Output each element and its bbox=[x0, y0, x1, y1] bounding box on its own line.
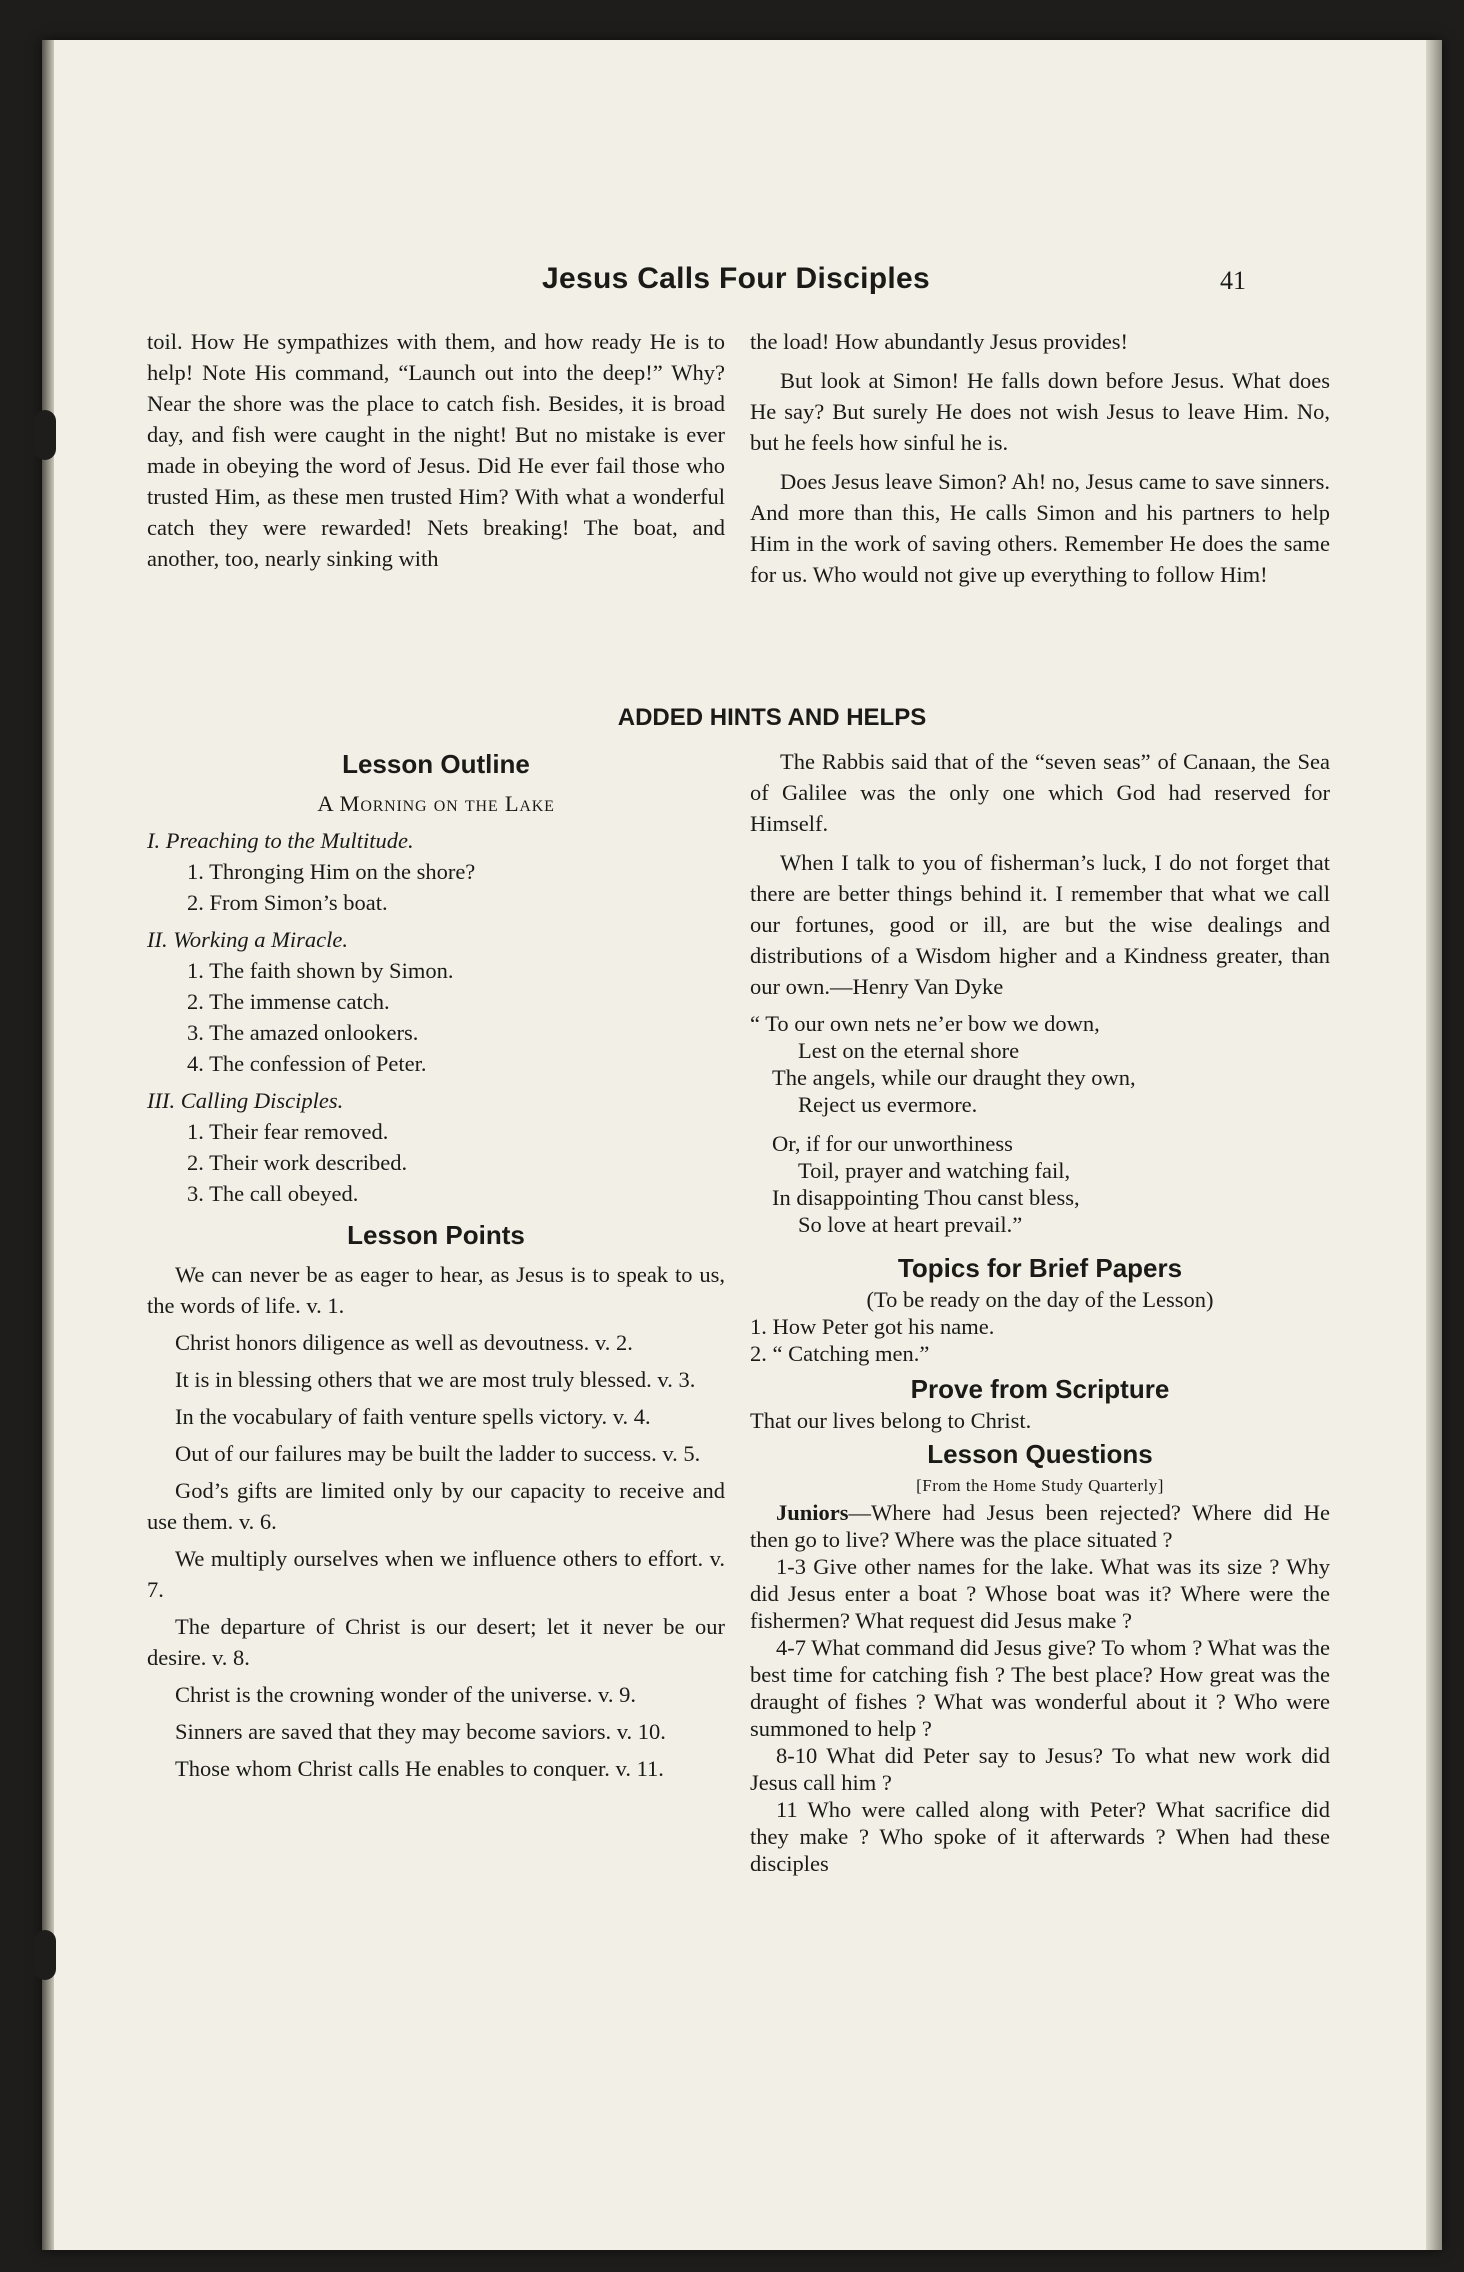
question-paragraph: 4-7 What command did Jesus give? To whom ? What was the best time for catching fish ? The best place? How great was the draught of fishes ? What was wonderful about it ? Who were summoned to help ? bbox=[750, 1635, 1330, 1741]
book-page bbox=[42, 40, 1442, 2250]
poem-line: So love at heart prevail.” bbox=[798, 1212, 1023, 1237]
outline-item: 2. The immense catch. bbox=[187, 989, 390, 1014]
top-left-column bbox=[147, 326, 725, 574]
lesson-point: We can never be as eager to hear, as Jesus is to speak to us, the words of life. v. 1. bbox=[147, 1262, 725, 1318]
lesson-point: Christ is the crowning wonder of the universe. v. 9. bbox=[175, 1682, 636, 1707]
lesson-point: In the vocabulary of faith venture spells victory. v. 4. bbox=[175, 1404, 651, 1429]
lesson-point: The departure of Christ is our desert; let it never be our desire. v. 8. bbox=[147, 1614, 725, 1670]
topic-item: 1. How Peter got his name. bbox=[750, 1314, 995, 1339]
lesson-point: God’s gifts are limited only by our capacity to receive and use them. v. 6. bbox=[147, 1478, 725, 1534]
poem-line: The angels, while our draught they own, bbox=[772, 1065, 1136, 1090]
poem bbox=[750, 1010, 1330, 1238]
outline-and-points-column bbox=[147, 746, 725, 1784]
quote-paragraph: The Rabbis said that of the “seven seas” of Canaan, the Sea of Galilee was the only one which God had reserved for Himself. bbox=[750, 749, 1330, 836]
juniors-label: Juniors bbox=[776, 1500, 849, 1525]
running-title: Jesus Calls Four Disciples bbox=[542, 262, 930, 295]
section-title: ADDED HINTS AND HELPS bbox=[617, 704, 927, 731]
prove-heading: Prove from Scripture bbox=[910, 1374, 1170, 1404]
question-paragraph: 11 Who were called along with Peter? What sacrifice did they make ? Who spoke of it afterwards ? When had these disciples bbox=[750, 1797, 1330, 1876]
page-content bbox=[42, 40, 1442, 2250]
outline-item: 1. Their fear removed. bbox=[187, 1119, 389, 1144]
outline-item: 2. From Simon’s boat. bbox=[187, 890, 388, 915]
helps-column bbox=[750, 746, 1330, 1877]
top-right-column bbox=[750, 326, 1330, 590]
poem-line: “ To our own nets ne’er bow we down, bbox=[750, 1011, 1100, 1036]
outline-section-title: II. Working a Miracle. bbox=[147, 927, 349, 952]
lesson-point: Sinners are saved that they may become saviors. v. 10. bbox=[175, 1719, 666, 1744]
poem-stanza bbox=[750, 1010, 1330, 1118]
juniors-text: —Where had Jesus been rejected? Where did He then go to live? Where was the place situated ? bbox=[750, 1500, 1330, 1552]
question-paragraph: 1-3 Give other names for the lake. What was its size ? Why did Jesus enter a boat ? Whose boat was it? Where were the fishermen? What request did Jesus make ? bbox=[750, 1554, 1330, 1633]
question-paragraph: 8-10 What did Peter say to Jesus? To what new work did Jesus call him ? bbox=[750, 1743, 1330, 1795]
outline-item: 1. Thronging Him on the shore? bbox=[187, 859, 476, 884]
lesson-point: It is in blessing others that we are most truly blessed. v. 3. bbox=[175, 1367, 696, 1392]
topic-item: 2. “ Catching men.” bbox=[750, 1341, 930, 1366]
outline-item: 4. The confession of Peter. bbox=[187, 1051, 427, 1076]
outline-item: 3. The call obeyed. bbox=[187, 1181, 359, 1206]
outline-section-title: I. Preaching to the Multitude. bbox=[147, 828, 414, 853]
questions-heading: Lesson Questions bbox=[927, 1439, 1153, 1469]
poem-line: In disappointing Thou canst bless, bbox=[772, 1185, 1080, 1210]
lesson-point: Those whom Christ calls He enables to conquer. v. 11. bbox=[175, 1756, 664, 1781]
paragraph: the load! How abundantly Jesus provides! bbox=[750, 329, 1129, 354]
points-heading: Lesson Points bbox=[347, 1220, 525, 1250]
poem-line: Toil, prayer and watching fail, bbox=[798, 1158, 1071, 1183]
page-number: 41 bbox=[1220, 266, 1246, 295]
outline-section-title: III. Calling Disciples. bbox=[147, 1088, 344, 1113]
outline-item: 2. Their work described. bbox=[187, 1150, 408, 1175]
topics-note: (To be ready on the day of the Lesson) bbox=[866, 1287, 1214, 1312]
poem-stanza bbox=[750, 1130, 1330, 1238]
poem-line: Or, if for our unworthiness bbox=[772, 1131, 1013, 1156]
prove-text: That our lives belong to Christ. bbox=[750, 1408, 1032, 1433]
outline-item: 1. The faith shown by Simon. bbox=[187, 958, 454, 983]
outline-heading: Lesson Outline bbox=[342, 749, 530, 779]
lesson-point: We multiply ourselves when we influence others to effort. v. 7. bbox=[147, 1546, 725, 1602]
paragraph: But look at Simon! He falls down before Jesus. What does He say? But surely He does not wish Jesus to leave Him. No, but he feels how sinful he is. bbox=[750, 368, 1330, 455]
topics-heading: Topics for Brief Papers bbox=[897, 1253, 1183, 1283]
quote-paragraph: When I talk to you of fisherman’s luck, I do not forget that there are better things behind it. I remember that what we call our fortunes, good or ill, are but the wise dealings and distributions of a Wisdom higher and a Kindness greater, than our own.—Henry Van Dyke bbox=[750, 850, 1330, 999]
poem-line: Reject us evermore. bbox=[798, 1092, 978, 1117]
outline-subtitle: A Morning on the Lake bbox=[317, 791, 555, 816]
lesson-point: Out of our failures may be built the ladder to success. v. 5. bbox=[175, 1441, 701, 1466]
poem-line: Lest on the eternal shore bbox=[798, 1038, 1020, 1063]
questions-source: [From the Home Study Quarterly] bbox=[916, 1476, 1164, 1495]
lesson-point: Christ honors diligence as well as devoutness. v. 2. bbox=[175, 1330, 633, 1355]
outline-item: 3. The amazed onlookers. bbox=[187, 1020, 419, 1045]
paragraph: toil. How He sympathizes with them, and how ready He is to help! Note His command, “Launch out into the deep!” Why? Near the shore was the place to catch fish. Besides, it is broad day, and fish were caught in the night! But no mistake is ever made in obeying the word of Jesus. Did He ever fail those who trusted Him, as these men trusted Him? With what a wonderful catch they were rewarded! Nets breaking! The boat, and another, too, nearly sinking with bbox=[147, 329, 725, 571]
question-paragraph bbox=[750, 1499, 1330, 1553]
paragraph: Does Jesus leave Simon? Ah! no, Jesus came to save sinners. And more than this, He calls Simon and his partners to help Him in the work of saving others. Remember He does the same for us. Who would not give up everything to follow Him! bbox=[750, 469, 1330, 587]
